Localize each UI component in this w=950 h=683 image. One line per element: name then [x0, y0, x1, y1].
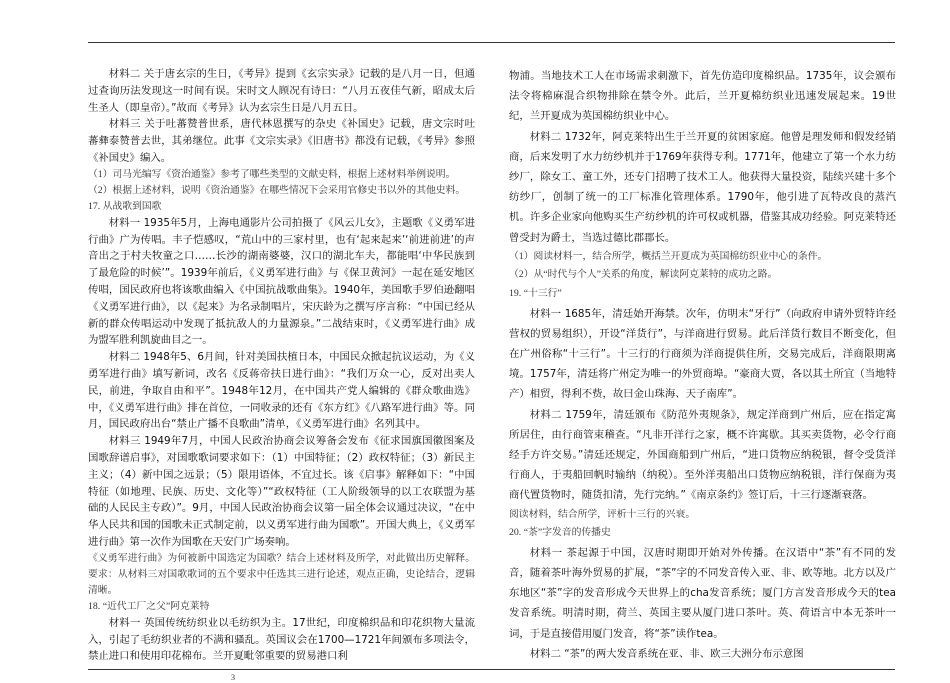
- question-text: 《义勇军进行曲》为何被新中国选定为国歌？结合上述材料及所学，对此做出历史解释。要求：从材料三对国歌歌词的五个要求中任选其三进行论述，观点正确，史论结合，逻辑清晰。: [88, 552, 475, 596]
- question-heading: 20. “茶”字发音的传播史: [509, 527, 611, 539]
- bottom-rule: [88, 669, 895, 670]
- question-text: 阅读材料，结合所学，评析十三行的兴衰。: [509, 508, 696, 520]
- material-paragraph-continued: 物浦。当地技术工人在市场需求刺激下，首先仿造印度棉织品。1735年，议会颁布法令将棉麻混合织物排除在禁令外。此后，兰开夏棉纺织业迅速发展起来。19世纪，兰开夏成为英国棉纺织业中心。: [509, 70, 896, 123]
- top-rule: [88, 42, 895, 43]
- material-paragraph: 材料三 关于吐蕃赞普世系，唐代林恩撰写的杂史《补国史》记载，唐文宗时吐蕃彝泰赞普去世，其弟继位。此事《文宗实录》《旧唐书》都没有记载，《考异》参照《补国史》编入。: [88, 118, 475, 164]
- material-paragraph: 材料一 1685年，清廷始开海禁。次年，仿明末“牙行”（向政府申请外贸特许经营权的贸易组织），开设“洋货行”，与洋商进行贸易。此后洋货行数目不断变化，但在广州俗称“十三行”。十三行的行商须为洋商提供住所，交易完成后，洋商限期离境。1757年，清廷将广州定为唯一的外贸商埠。“豪商大贾，各以其土所宜（当地特产）相贸，得利不赀，故曰金山珠海、天子南库”。: [509, 307, 896, 401]
- question-text: （1）阅读材料一，结合所学，概括兰开夏成为英国棉纺织业中心的条件。: [509, 250, 828, 262]
- material-paragraph: 材料一 茶起源于中国，汉唐时期即开始对外传播。在汉语中“茶”有不同的发音，随着茶叶海外贸易的扩展，“茶”字的不同发音传入亚、非、欧等地。北方以及广东地区“茶”字的发音形成今天世界上的cha发音系统；厦门方言发音形成今天的tea发音系统。明清时期，荷兰、英国主要从厦门进口茶叶。英、荷语言中本无茶叶一词，于是直接借用厦门发音，将“茶”读作tea。: [509, 546, 896, 640]
- left-column: [88, 66, 475, 665]
- question-heading: 17. 从战歌到国歌: [88, 200, 162, 212]
- right-column: [509, 66, 896, 664]
- material-paragraph: 材料二 1759年，清廷颁布《防范外夷规条》，规定洋商到广州后，应在指定寓所居住，由行商管束稽查。“凡非开洋行之家，概不许寓歇。其买卖货物，必令行商经手方许交易。”清廷还规定，外国商船到广州后，“进口货物应纳税银，督令受货洋行商人，于夷船回帆时输纳（纳税）。至外洋夷船出口货物应纳税银，洋行保商为夷商代置货物时，随货扣清，先行完纳。”《南京条约》签订后，十三行逐渐衰落。: [509, 408, 896, 502]
- page-number: 3: [231, 673, 235, 682]
- question-text: （1）司马光编写《资治通鉴》参考了哪些类型的文献史料，根据上述材料举例说明。: [88, 168, 456, 180]
- material-paragraph: 材料三 1949年7月，中国人民政治协商会议筹备会发布《征求国旗国徽图案及国歌辞谱启事》，对国歌歌词要求如下：（1）中国特征；（2）政权特征；（3）新民主主义；（4）新中国之远景；（5）限用语体，不宜过长。该《启事》解释如下：“中国特征（如地理、民族、历史、文化等）”“政权特征（工人阶级领导的以工农联盟为基础的人民民主专政）”。9月，中国人民政治协商会议第一届全体会议通过决议，“在中华人民共和国的国歌未正式制定前，以义勇军进行曲为国歌”。开国大典上，《义勇军进行曲》第一次作为国歌在天安门广场奏响。: [88, 435, 475, 548]
- material-paragraph: 材料二 “茶”的两大发音系统在亚、非、欧三大洲分布示意图: [529, 647, 804, 660]
- material-paragraph: 材料一 英国传统纺织业以毛纺织为主。17世纪，印度棉织品和印花织物大量流入，引起了毛纺织业者的不满和骚乱。英国议会在1700—1721年间颁布多项法令，禁止进口和使用印花棉布。兰开夏毗邻重要的贸易港口利: [88, 616, 475, 663]
- question-heading: 18. “近代工厂之父”阿克莱特: [88, 600, 210, 612]
- question-heading: 19. “十三行”: [509, 288, 562, 300]
- material-paragraph: 材料二 关于唐玄宗的生日，《考异》提到《玄宗实录》记载的是八月一日，但通过查询历法发现这一时间有误。宋时文人顾况有诗曰：“八月五夜佳气新，昭成太后生圣人（即皇帝）。”故而《考异》认为玄宗生日是八月五日。: [88, 68, 475, 114]
- material-paragraph: 材料一 1935年5月，上海电通影片公司拍摄了《风云儿女》，主题歌《义勇军进行曲》广为传唱。丰子恺感叹，“荒山中的三家村里，也有‘起来起来’‘前进前进’的声音出之于村夫牧童之口……长沙的湖南婆婆，汉口的湖北车夫，都能唱‘中华民族到了最危险的时候’”。1939年前后，《义勇军进行曲》与《保卫黄河》一起在延安地区传唱，国民政府也将该歌曲编入《中国抗战歌曲集》。1940年，美国歌手罗伯逊翻唱《义勇军进行曲》，以《起来》为名录制唱片，宋庆龄为之撰写序言称：“中国已经从新的群众传唱运动中发现了抵抗敌人的力量源泉。”二战结束时，《义勇军进行曲》成为盟军胜利凯旋曲目之一。: [88, 216, 475, 347]
- question-text: （2）从“时代与个人”关系的角度，解读阿克莱特的成功之路。: [509, 269, 778, 281]
- material-paragraph: 材料二 1948年5、6月间，针对美国扶植日本，中国民众掀起抗议运动，为《义勇军进行曲》填写新词，改名《反蒋帝扶日进行曲》：“我们万众一心，反对出卖人民，前进，争取自由和平”。1948年12月，在中国共产党人编辑的《群众歌曲选》中，《义勇军进行曲》排在首位，一同收录的还有《东方红》《八路军进行曲》等。同月，国民政府出台“禁止广播不良歌曲”清单，《义勇军进行曲》名列其中。: [88, 351, 475, 431]
- question-text: （2）根据上述材料，说明《资治通鉴》在哪些情况下会采用官修史书以外的其他史料。: [88, 184, 466, 196]
- material-paragraph: 材料二 1732年，阿克莱特出生于兰开夏的贫困家庭。他曾是理发师和假发经销商，后来发明了水力纺纱机并于1769年获得专利。1771年，他建立了第一个水力纺纱厂，除女工、童工外，还专门招聘了技术工人。他获得大量投资，陆续兴建十多个纺纱厂，创制了统一的工厂标准化管理体系。1790年，他引进了瓦特改良的蒸汽机。许多企业家向他购买生产纺纱机的许可权或机器，借鉴其成功经验。阿克莱特还曾受封为爵士，当选过德比郡郡长。: [509, 130, 896, 244]
